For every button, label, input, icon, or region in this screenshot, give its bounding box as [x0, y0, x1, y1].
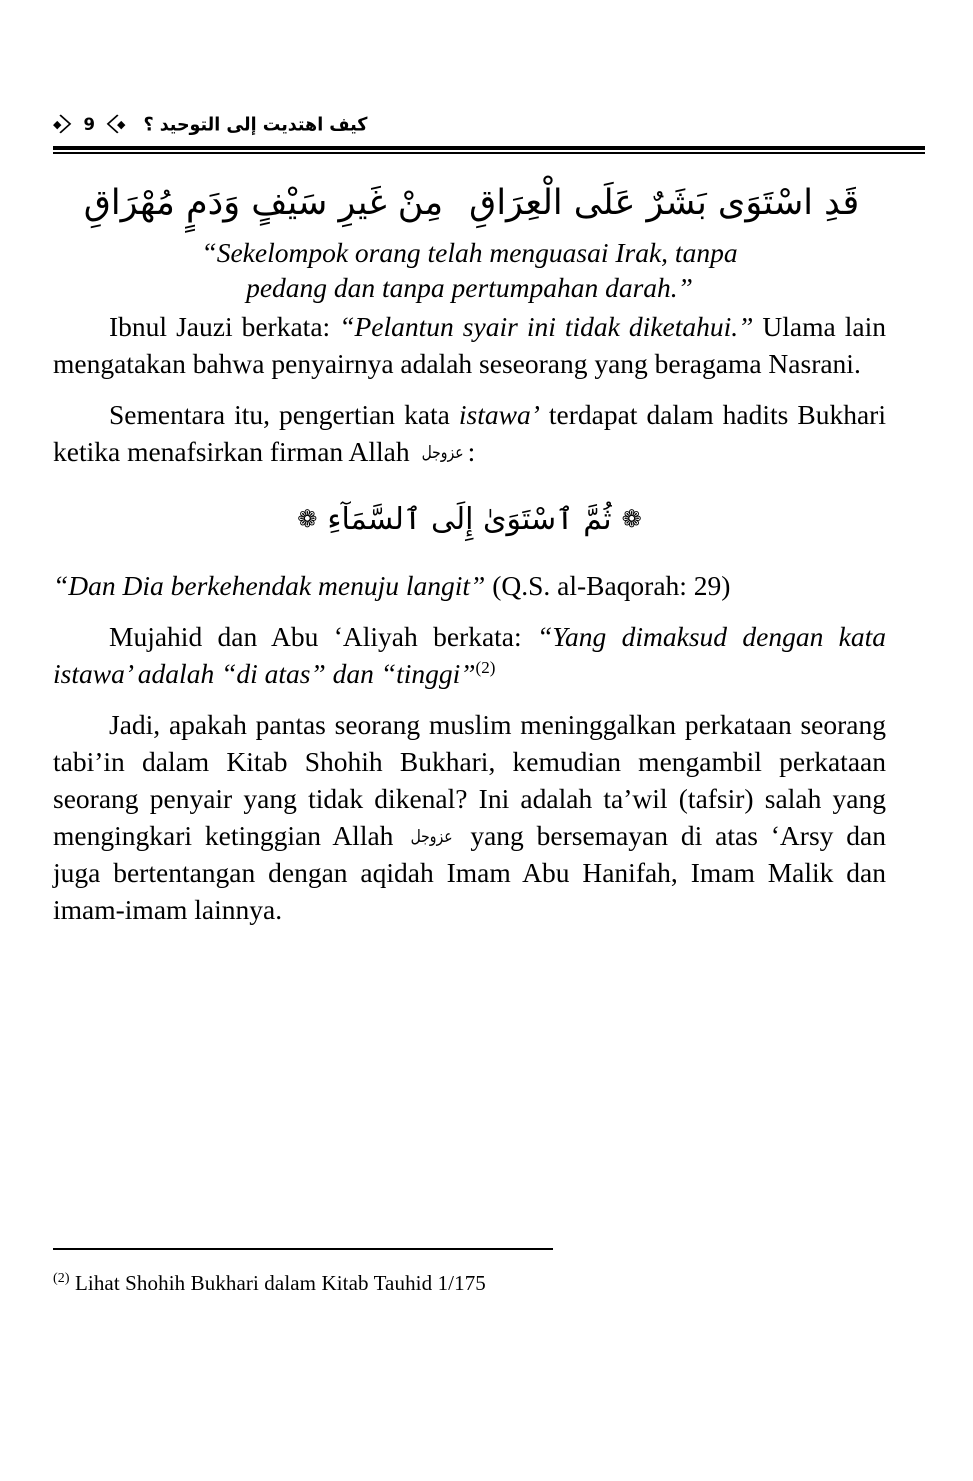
jadi-text-part-2: yang bersemayan di atas ‘Arsy dan juga bertentangan dengan aqidah Imam Abu Hanifah, Imam Malik dan imam-imam lainnya.	[53, 819, 886, 925]
ibnul-jauzi-remainder: Ulama lain mengatakan bahwa penyairnya adalah seseorang yang beragama Nasrani.	[53, 311, 886, 380]
footnote-entry	[53, 1270, 553, 1297]
quran-ornament-open-icon: ❁	[621, 505, 642, 534]
mujahid-quote: “Yang dimaksud dengan kata istawa’ adalah “di atas” dan “tinggi”	[53, 621, 886, 690]
arabic-poem-hemistich-1: قَدِ اسْتَوَى بَشَرٌ عَلَى الْعِرَاقِ	[469, 183, 860, 223]
header-rule-thin	[53, 152, 925, 154]
paragraph-jadi-apakah-pantas: Jadi, apakah pantas seorang muslim meninggalkan perkataan seorang tabi’in dalam Kitab Shohih Bukhari, kemudian mengambil perkataan seorang penyair yang tidak dikenal? Ini adalah ta’wil (tafsir) salah yang mengingkari ketinggian Allah عزوجل yang bersemayan di atas ‘Arsy dan juga bertentangan dengan aqidah Imam Abu Hanifah, Imam Malik dan imam-imam lainnya.	[53, 709, 886, 925]
sementara-middle: terdapat dalam hadits Bukhari ketika menafsirkan firman Allah	[53, 399, 886, 468]
footnote-area	[53, 1248, 553, 1297]
body-column	[53, 178, 886, 929]
footnote-number: (2)	[53, 1271, 70, 1286]
running-header	[53, 108, 925, 148]
poem-translation	[53, 235, 886, 305]
header-content	[53, 108, 925, 142]
header-divider	[53, 146, 925, 154]
ornament-diamond-right-icon: ◆	[53, 117, 62, 131]
istawa-term: istawa’	[458, 399, 540, 431]
paragraph-ibnul-jauzi	[53, 309, 886, 383]
footnote-marker-inline: (2)	[475, 657, 496, 677]
sementara-intro: Sementara itu, pengertian kata	[109, 399, 459, 431]
footnote-separator	[53, 1248, 553, 1250]
page-number-ornament	[53, 113, 126, 136]
ornament-bracket-open-icon: 〉	[59, 113, 85, 136]
quran-ornament-close-icon: ❁	[297, 505, 318, 534]
ibnul-jauzi-quote: “Pelantun syair ini tidak diketahui.”	[339, 311, 754, 343]
header-book-title: كيف اهتديت إلى التوحيد ؟	[143, 114, 368, 136]
paragraph-sementara-itu: Sementara itu, pengertian kata istawa’ terdapat dalam hadits Bukhari ketika menafsirkan firman Allah عزوجل :	[53, 399, 886, 468]
poem-translation-line-1: “Sekelompok orang telah menguasai Irak, tanpa	[201, 236, 738, 268]
ornament-bracket-close-icon: 〈	[94, 113, 119, 136]
paragraph-quran-translation	[53, 568, 886, 605]
quran-translation-reference: (Q.S. al-Baqorah: 29)	[485, 570, 731, 602]
quran-verse-text: ثُمَّ ٱسْتَوَىٰ إِلَى ٱلسَّمَآءِ	[327, 502, 612, 538]
sementara-colon: :	[467, 436, 476, 468]
page-number: 9	[83, 114, 95, 134]
arabic-poem-hemistich-2: مِنْ غَيرِ سَيْفٍ وَدَمٍ مُهْرَاقِ	[83, 183, 444, 223]
mujahid-intro: Mujahid dan Abu ‘Aliyah berkata:	[109, 621, 537, 653]
quran-verse-block	[53, 497, 886, 542]
ibnul-jauzi-intro: Ibnul Jauzi berkata:	[109, 311, 340, 343]
quran-translation-text: “Dan Dia berkehendak menuju langit”	[53, 570, 486, 602]
poem-translation-line-2: pedang dan tanpa pertumpahan darah.”	[246, 271, 693, 303]
ornament-diamond-left-icon: ◆	[116, 117, 126, 131]
paragraph-mujahid	[53, 619, 886, 693]
arabic-poem-line	[53, 178, 886, 229]
jadi-text-part-1: Jadi, apakah pantas seorang muslim meninggalkan perkataan seorang tabi’in dalam Kitab Shohih Bukhari, kemudian mengambil perkataan seorang penyair yang tidak dikenal? Ini adalah ta’wil (tafsir) salah yang mengingkari ketinggian Allah	[53, 709, 886, 851]
footnote-body-text: Lihat Shohih Bukhari dalam Kitab Tauhid 1/175	[69, 1271, 486, 1295]
